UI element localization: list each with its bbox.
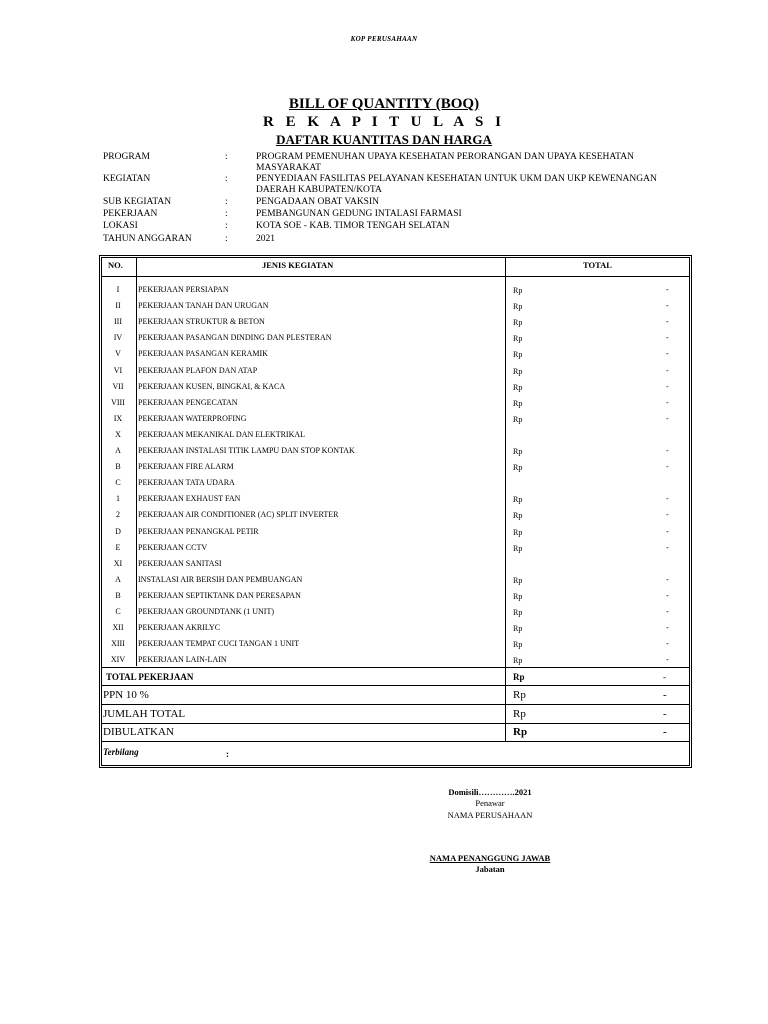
ppn-label: PPN 10 % — [103, 689, 149, 701]
jumlah-divider — [101, 723, 690, 724]
amount-dash: - — [666, 333, 669, 343]
table-row — [100, 507, 690, 523]
meta-label: KEGIATAN — [103, 174, 151, 184]
row-job-name: PEKERJAAN SEPTIKTANK DAN PERESAPAN — [138, 590, 301, 600]
row-number: IV — [113, 333, 123, 343]
document-subtitle-2: DAFTAR KUANTITAS DAN HARGA — [276, 132, 492, 147]
meta-label: LOKASI — [103, 221, 138, 231]
rp-label: Rp — [513, 624, 523, 634]
place-date: Domisili………….2021 — [448, 787, 532, 797]
rp-label: Rp — [513, 463, 523, 473]
meta-value: PROGRAM PEMENUHAN UPAYA KESEHATAN PERORANGAN DAN UPAYA KESEHATAN MASYARAKAT — [256, 152, 634, 173]
company-name: NAMA PERUSAHAAN — [447, 810, 533, 820]
row-job-name: PEKERJAAN AIR CONDITIONER (AC) SPLIT INVERTER — [138, 510, 339, 520]
table-row — [100, 588, 690, 604]
table-row — [100, 363, 690, 379]
document-subtitle: R E K A P I T U L A S I — [263, 114, 505, 130]
rp-label: Rp — [513, 543, 523, 553]
amount-dash: - — [666, 301, 669, 311]
row-job-name: PEKERJAAN EXHAUST FAN — [138, 494, 241, 504]
meta-colon: : — [225, 209, 228, 219]
row-job-name: PEKERJAAN GROUNDTANK (1 UNIT) — [138, 607, 275, 616]
row-job-name: PEKERJAAN PENGECATAN — [138, 397, 238, 407]
rp-label: Rp — [513, 591, 523, 601]
row-job-name: PEKERJAAN KUSEN, BINGKAI, & KACA — [138, 381, 286, 391]
amount-dash: - — [666, 317, 669, 327]
table-row — [100, 491, 690, 507]
amount-dash: - — [666, 349, 669, 359]
column-header-jenis: JENIS KEGIATAN — [262, 260, 334, 270]
row-number: B — [115, 462, 121, 472]
row-job-name: PEKERJAAN CCTV — [138, 542, 208, 552]
rp-label: Rp — [513, 334, 523, 344]
responsible-name: NAMA PENANGGUNG JAWAB — [429, 853, 551, 863]
rp-label: Rp — [513, 366, 523, 376]
position-label: Jabatan — [475, 864, 505, 874]
meta-colon: : — [225, 197, 228, 207]
row-number: V — [115, 349, 121, 359]
header-divider — [101, 276, 690, 277]
row-number: 2 — [116, 510, 120, 520]
row-job-name: PEKERJAAN PASANGAN DINDING DAN PLESTERAN — [138, 333, 332, 343]
amount-dash: - — [666, 574, 669, 584]
rp-label: Rp — [513, 382, 523, 392]
rp-label: Rp — [513, 302, 523, 312]
table-row — [100, 346, 690, 362]
table-row — [100, 540, 690, 556]
rp-label: Rp — [513, 414, 523, 424]
row-job-name: PEKERJAAN PASANGAN KERAMIK — [138, 349, 268, 359]
rp-label: Rp — [513, 726, 528, 738]
row-number: A — [115, 446, 121, 455]
amount-dash: - — [663, 689, 667, 701]
rp-label: Rp — [513, 398, 523, 408]
table-row — [100, 395, 690, 411]
table-row — [100, 556, 690, 572]
table-row — [100, 379, 690, 395]
table-row — [100, 298, 690, 314]
row-number: XIII — [111, 639, 125, 649]
rp-label: Rp — [513, 608, 523, 617]
row-number: B — [115, 590, 121, 600]
rp-label: Rp — [513, 689, 526, 701]
row-number: IX — [113, 413, 123, 423]
meta-label: SUB KEGIATAN — [103, 197, 172, 207]
row-job-name: PEKERJAAN STRUKTUR & BETON — [138, 317, 265, 327]
row-number: XII — [112, 623, 124, 633]
rp-label: Rp — [513, 656, 523, 666]
meta-value: PENGADAAN OBAT VAKSIN — [256, 197, 379, 207]
row-job-name: PEKERJAAN INSTALASI TITIK LAMPU DAN STOP KONTAK — [138, 446, 355, 455]
meta-value: PEMBANGUNAN GEDUNG INTALASI FARMASI — [256, 209, 462, 219]
total-divider — [101, 685, 690, 686]
amount-dash: - — [666, 446, 669, 455]
row-number: C — [115, 478, 121, 488]
row-job-name: PEKERJAAN WATERPROFING — [138, 413, 247, 423]
table-row — [100, 475, 690, 491]
row-number: E — [115, 542, 121, 552]
row-number: III — [114, 317, 122, 327]
row-job-name: PEKERJAAN AKRILYC — [138, 623, 221, 633]
penawar-label: Penawar — [475, 798, 505, 808]
table-row — [100, 459, 690, 475]
column-header-no: NO. — [108, 260, 123, 270]
row-job-name: PEKERJAAN TEMPAT CUCI TANGAN 1 UNIT — [138, 639, 300, 649]
amount-dash: - — [666, 462, 669, 472]
meta-value: PENYEDIAAN FASILITAS PELAYANAN KESEHATAN UNTUK UKM DAN UKP KEWENANGAN DAERAH KABUPATEN/KOTA — [256, 174, 657, 195]
amount-dash: - — [666, 639, 669, 649]
amount-dash: - — [666, 623, 669, 633]
amount-dash: - — [666, 542, 669, 552]
amount-dash: - — [666, 590, 669, 600]
amount-dash: - — [663, 672, 666, 682]
row-number: II — [115, 301, 121, 311]
document-title: BILL OF QUANTITY (BOQ) — [288, 96, 480, 112]
row-job-name: PEKERJAAN TATA UDARA — [138, 478, 235, 488]
table-row — [100, 411, 690, 427]
table-row — [100, 636, 690, 652]
row-job-name: PEKERJAAN PENANGKAL PETIR — [138, 526, 259, 536]
meta-value: 2021 — [256, 234, 275, 244]
row-job-name: INSTALASI AIR BERSIH DAN PEMBUANGAN — [138, 574, 303, 584]
rp-label: Rp — [513, 318, 523, 328]
meta-label: TAHUN ANGGARAN — [103, 234, 192, 244]
row-job-name: PEKERJAAN PLAFON DAN ATAP — [138, 365, 258, 375]
row-number: X — [115, 429, 121, 439]
dibulatkan-divider — [101, 741, 690, 742]
row-job-name: PEKERJAAN FIRE ALARM — [138, 462, 234, 472]
table-row — [100, 314, 690, 330]
row-job-name: PEKERJAAN LAIN-LAIN — [138, 655, 227, 665]
row-job-name: PEKERJAAN MEKANIKAL DAN ELEKTRIKAL — [138, 429, 306, 439]
row-number: 1 — [116, 494, 120, 504]
kop-perusahaan: KOP PERUSAHAAN — [350, 35, 418, 43]
column-header-total: TOTAL — [583, 260, 612, 270]
row-number: A — [115, 574, 121, 584]
meta-colon: : — [225, 234, 228, 244]
rp-label: Rp — [513, 350, 523, 360]
row-job-name: PEKERJAAN SANITASI — [138, 558, 222, 568]
jumlah-total-label: JUMLAH TOTAL — [103, 708, 186, 720]
table-row — [100, 330, 690, 346]
dibulatkan-label: DIBULATKAN — [103, 726, 174, 738]
row-job-name: PEKERJAAN PERSIAPAN — [138, 285, 229, 294]
table-row — [100, 524, 690, 540]
amount-dash: - — [663, 708, 667, 720]
row-number: C — [115, 607, 121, 616]
terbilang-colon: : — [226, 749, 229, 759]
amount-dash: - — [666, 285, 669, 294]
table-row — [100, 572, 690, 588]
table-row — [100, 427, 690, 443]
row-number: VIII — [111, 397, 125, 407]
meta-colon: : — [225, 174, 228, 184]
amount-dash: - — [666, 365, 669, 375]
amount-dash: - — [666, 413, 669, 423]
meta-label: PEKERJAAN — [103, 209, 158, 219]
row-job-name: PEKERJAAN TANAH DAN URUGAN — [138, 301, 269, 311]
rp-label: Rp — [513, 495, 523, 505]
rp-label: Rp — [513, 575, 523, 585]
total-pekerjaan-label: TOTAL PEKERJAAN — [106, 672, 194, 682]
row-number: D — [115, 526, 121, 536]
rp-label: Rp — [513, 708, 526, 720]
meta-label: PROGRAM — [103, 152, 150, 162]
amount-dash: - — [666, 381, 669, 391]
rp-label: Rp — [513, 447, 523, 456]
amount-dash: - — [666, 397, 669, 407]
amount-dash: - — [666, 607, 669, 616]
meta-colon: : — [225, 221, 228, 231]
amount-dash: - — [666, 510, 669, 520]
amount-dash: - — [666, 494, 669, 504]
table-row — [100, 282, 690, 298]
table-row — [100, 443, 690, 459]
amount-dash: - — [666, 655, 669, 665]
table-row — [100, 620, 690, 636]
row-number: VII — [112, 381, 124, 391]
rp-label: Rp — [513, 286, 523, 295]
row-number: VI — [113, 365, 123, 375]
amount-dash: - — [666, 526, 669, 536]
row-number: XI — [113, 558, 123, 568]
row-number: I — [116, 285, 120, 294]
table-row — [100, 604, 690, 620]
rp-label: Rp — [513, 527, 523, 537]
terbilang-label: Terbilang — [103, 747, 139, 757]
meta-value: KOTA SOE - KAB. TIMOR TENGAH SELATAN — [256, 221, 450, 231]
ppn-divider — [101, 704, 690, 705]
rp-label: Rp — [513, 672, 525, 682]
amount-dash: - — [663, 726, 667, 738]
row-number: XIV — [110, 655, 126, 665]
meta-colon: : — [225, 152, 228, 162]
rp-label: Rp — [513, 511, 523, 521]
table-row — [100, 652, 690, 668]
rp-label: Rp — [513, 640, 523, 650]
